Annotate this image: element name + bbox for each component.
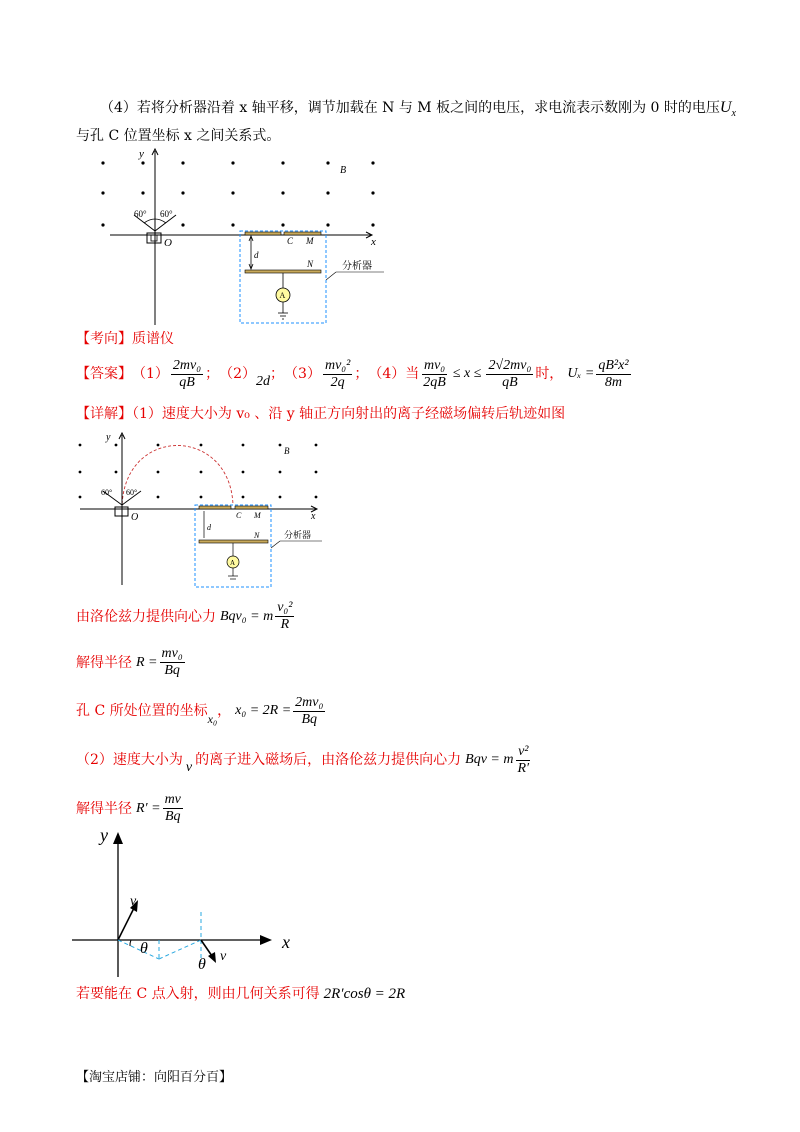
answer-4-lower-bound [421, 358, 448, 391]
step-4 [76, 742, 533, 778]
step-3-text: 孔 C 所处位置的坐标 [76, 703, 208, 719]
step-3 [76, 693, 327, 729]
answer-separator-2: ； [270, 366, 285, 382]
plate-n-label-2: N [254, 531, 260, 540]
answer-4-upper-numerator: 2√2mv₀ [488, 357, 532, 373]
plate-left [245, 232, 281, 235]
step-4-lhs: Bqv = m [465, 752, 514, 767]
step-6-equation: 2R′cosθ = 2R [323, 986, 406, 1002]
step-2-text: 解得半径 [76, 654, 132, 671]
velocity-arrow-2 [201, 940, 212, 956]
footer-shop-label: 【淘宝店铺：向阳百分百】 [76, 1070, 233, 1085]
figure-2 [70, 430, 330, 590]
answer-line [76, 356, 633, 392]
answer-3-fraction [323, 358, 352, 391]
origin-label-2: O [131, 512, 139, 523]
step-1-text: 由洛伦兹力提供向心力 [76, 608, 216, 625]
step-3-symbol: x₀ [207, 712, 218, 726]
voltage-symbol: U [719, 99, 732, 116]
step-1 [76, 600, 296, 633]
theta-label-2: θ [198, 956, 206, 973]
answer-4-u-numerator: qB²x² [598, 357, 629, 373]
hole-c-label-2: C [236, 511, 242, 520]
velocity-arrow-1 [118, 908, 134, 940]
step-5 [76, 792, 185, 825]
chord-2 [159, 940, 201, 959]
answer-4-u-lhs: Uₓ = [567, 366, 595, 381]
step-1-denominator: R [280, 617, 290, 632]
angle-left-label: 60° [134, 209, 147, 219]
answer-part-3-label: （3） [284, 366, 321, 382]
answer-part-4-label: （4）当 [368, 366, 420, 382]
plate-m [284, 232, 321, 235]
plate-n-label: N [307, 259, 314, 269]
detail-intro-text: （1）速度大小为 v₀ 、沿 y 轴正方向射出的离子经磁场偏转后轨迹如图 [132, 406, 566, 422]
b-field-label-2: B [284, 446, 290, 456]
step-2-numerator: mv₀ [161, 646, 183, 661]
step-2-lhs: R = [136, 654, 158, 670]
detail-tag: 【详解】 [76, 406, 132, 422]
answer-4-u-denominator: 8m [604, 374, 622, 390]
step-5-numerator: mv [164, 792, 181, 807]
step-4-denominator: R′ [517, 760, 530, 776]
step-4-numerator: v² [518, 743, 529, 759]
analyzer-label: 分析器 [342, 261, 372, 272]
step-4-symbol: v [185, 760, 193, 775]
step-5-denominator: Bq [164, 809, 181, 824]
step-5-text: 解得半径 [76, 800, 132, 817]
angle-left-label-2: 60° [101, 488, 113, 497]
step-6-text: 若要能在 C 点入射，则由几何关系可得 [76, 986, 320, 1002]
voltage-subscript: x [731, 107, 736, 119]
answer-1-numerator: 2mv₀ [172, 357, 202, 373]
step-2-denominator: Bq [164, 663, 180, 678]
step-4-text-2: 的离子进入磁场后，由洛伦兹力提供向心力 [195, 752, 462, 768]
answer-1-fraction [171, 358, 203, 391]
step-2 [76, 646, 187, 679]
answer-4-lower-numerator: mv₀ [423, 357, 446, 373]
figure-3 [68, 822, 328, 982]
kaoxiang-text: 质谱仪 [132, 331, 174, 347]
gap-d-label: d [254, 250, 259, 260]
kaoxiang-line [76, 329, 174, 349]
y-axis-label-2: y [106, 432, 111, 443]
detail-intro-line [76, 404, 565, 424]
step-6 [76, 984, 405, 1004]
step-3-lhs: x₀ = 2R = [235, 703, 292, 718]
step-4-fraction [515, 744, 531, 777]
plate-n [245, 270, 321, 273]
figure-1 [90, 145, 390, 330]
question-line-2: 与孔 C 位置坐标 x 之间关系式。 [76, 128, 281, 144]
answer-4-upper-denominator: qB [502, 374, 518, 390]
origin-label: O [164, 237, 172, 249]
theta-label-1: θ [140, 940, 148, 957]
plate-m-label: M [306, 236, 314, 246]
question-text: （4）若将分析器沿着 x 轴平移，调节加载在 N 与 M 板之间的电压，求电流表示数刚为 0 时的电压 [100, 100, 720, 116]
answer-4-inequality: ≤ x ≤ [452, 366, 482, 381]
answer-tag: 【答案】 [76, 366, 132, 382]
b-field-label: B [340, 165, 347, 176]
answer-2-value: 2d [256, 374, 271, 389]
question-line-1 [100, 98, 736, 124]
answer-separator-1: ； [205, 366, 220, 382]
kaoxiang-tag: 【考向】 [76, 331, 132, 347]
answer-part-2-label: （2） [219, 366, 257, 382]
answer-4-condition: 时， [535, 366, 564, 382]
analyzer-label-2: 分析器 [284, 530, 312, 540]
step-2-fraction [160, 646, 185, 679]
angle-right-label-2: 60° [126, 488, 138, 497]
angle-right-label: 60° [160, 209, 173, 219]
gap-d-label-2: d [207, 523, 211, 532]
step-3-comma: ， [217, 703, 232, 719]
step-1-numerator: v₀² [277, 600, 293, 615]
y-axis-label: y [139, 148, 144, 160]
magnetic-field-dots-2 [79, 444, 318, 499]
x-axis-label: x [371, 236, 376, 248]
ammeter-label-2: A [230, 559, 236, 567]
plate-left-2 [199, 506, 231, 509]
plate-n-2 [199, 540, 268, 543]
answer-4-u-fraction [596, 358, 630, 391]
y-axis-label-3: y [100, 825, 108, 845]
velocity-label-2: v [220, 949, 227, 964]
step-5-lhs: R′ = [136, 800, 161, 816]
step-1-lhs: Bqv₀ = m [220, 608, 274, 624]
answer-4-upper-bound [486, 358, 533, 391]
answer-3-denominator: 2q [330, 374, 345, 390]
chord-1 [118, 940, 159, 959]
step-3-fraction [293, 695, 325, 728]
hole-c-label: C [287, 236, 294, 246]
answer-1-denominator: qB [179, 374, 195, 390]
step-5-fraction [163, 792, 183, 825]
step-3-numerator: 2mv₀ [295, 694, 324, 710]
x-axis-label-2: x [311, 511, 316, 522]
plate-m-2 [235, 506, 268, 509]
step-4-text: （2）速度大小为 [76, 752, 183, 768]
velocity-label-1: v [130, 894, 137, 909]
answer-4-lower-denominator: 2qB [423, 374, 446, 390]
step-1-fraction [275, 600, 294, 633]
answer-3-numerator: mv₀² [324, 357, 351, 373]
ion-trajectory [122, 445, 233, 509]
ammeter-label: A [279, 291, 286, 300]
x-axis-label-3: x [282, 932, 290, 952]
step-3-denominator: Bq [301, 711, 318, 727]
plate-m-label-2: M [254, 511, 261, 520]
answer-separator-3: ； [354, 366, 369, 382]
answer-part-1-label: （1） [132, 366, 169, 382]
